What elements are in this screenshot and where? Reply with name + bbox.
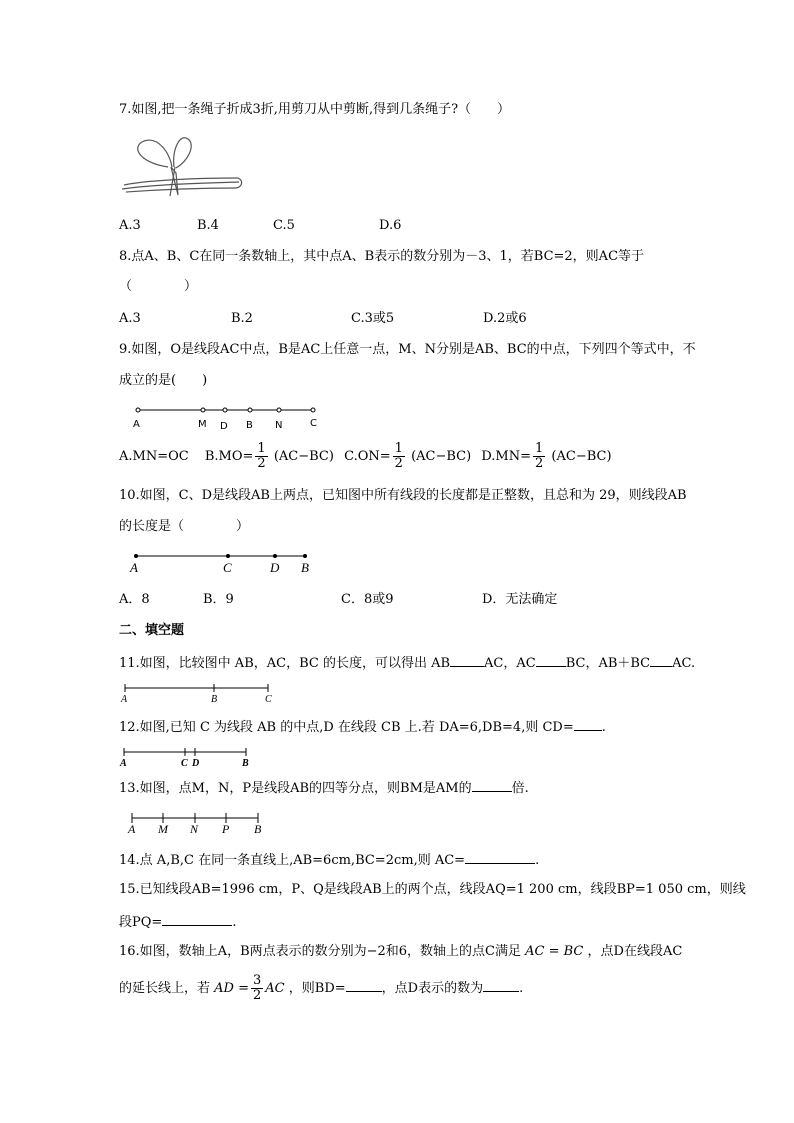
q13-label-m: M bbox=[158, 822, 168, 836]
q13-label-b: B bbox=[254, 822, 262, 836]
q9-stem-line1: 9.如图，O是线段AC中点，B是AC上任意一点，M、N分别是AB、BC的中点，下列四个等式中，不 bbox=[119, 342, 696, 357]
q8-stem: 8.点A、B、C在同一条数轴上，其中点A、B表示的数分别为－3、1，若BC=2，则AC等于 bbox=[119, 249, 645, 264]
q9-label-m: M bbox=[198, 419, 207, 430]
q9-option-a[interactable]: A.MN=OC bbox=[119, 449, 189, 464]
q12-segment-figure bbox=[120, 748, 260, 770]
rope-scissors-figure bbox=[118, 133, 243, 198]
q11-label-c: C bbox=[265, 694, 272, 705]
q11-stem: 11.如图，比较图中 AB，AC，BC 的长度，可以得出 AB AC，AC BC，AB＋BC AC. bbox=[119, 656, 696, 671]
q7-option-b[interactable]: B.4 bbox=[197, 218, 219, 233]
q16-stem-line2: 的延长线上，若 AD = $\frac{3}{2}$ AC ，则BD= ，点D表示的数为 . bbox=[119, 973, 524, 1003]
q14-stem: 14.点 A,B,C 在同一条直线上,AB=6cm,BC=2cm,则 AC= . bbox=[119, 853, 540, 868]
q11-blank-3[interactable] bbox=[650, 654, 672, 667]
section-title: 二、填空题 bbox=[119, 623, 185, 638]
q12-label-d: D bbox=[192, 758, 200, 769]
q10-label-a: A bbox=[130, 560, 138, 575]
q12-label-a: A bbox=[120, 758, 127, 769]
q8-option-c[interactable]: C.3或5 bbox=[351, 311, 395, 326]
q9-option-b[interactable]: B.MO= $\frac{1}{2}$ (AC−BC) bbox=[204, 441, 334, 471]
q9-option-d[interactable]: D.MN= $\frac{1}{2}$ (AC−BC) bbox=[481, 441, 612, 471]
q13-label-a: A bbox=[128, 822, 136, 836]
q7-option-a[interactable]: A.3 bbox=[119, 218, 141, 233]
q7-option-c[interactable]: C.5 bbox=[273, 218, 295, 233]
q14-blank[interactable] bbox=[465, 851, 535, 864]
q10-option-c[interactable]: C．8或9 bbox=[341, 592, 394, 607]
q9-label-b: B bbox=[246, 420, 253, 431]
q8-option-d[interactable]: D.2或6 bbox=[483, 311, 527, 326]
q16-equation-ac-bc: AC = BC bbox=[525, 944, 584, 959]
q10-option-d[interactable]: D．无法确定 bbox=[482, 592, 558, 607]
q10-option-a[interactable]: A．8 bbox=[119, 592, 150, 607]
q13-blank[interactable] bbox=[472, 779, 512, 792]
q9-options bbox=[119, 440, 612, 474]
q15-blank[interactable] bbox=[162, 913, 232, 926]
q10-stem-line2: 的长度是（ ） bbox=[119, 519, 250, 534]
q12-label-b: B bbox=[242, 758, 249, 769]
q13-segment-figure bbox=[126, 812, 276, 836]
q9-label-c: C bbox=[310, 418, 317, 429]
q9-option-c[interactable]: C.ON= $\frac{1}{2}$ (AC−BC) bbox=[344, 441, 472, 471]
q7-option-d[interactable]: D.6 bbox=[379, 218, 402, 233]
q15-stem-line2: 段PQ= . bbox=[119, 915, 237, 930]
q11-blank-2[interactable] bbox=[536, 654, 566, 667]
q9-stem-line2: 成立的是( ) bbox=[119, 373, 208, 388]
q11-label-a: A bbox=[121, 694, 128, 705]
q10-label-b: B bbox=[301, 560, 309, 575]
q8-option-a[interactable]: A.3 bbox=[119, 311, 141, 326]
q16-blank-d-value[interactable] bbox=[483, 979, 519, 992]
q13-stem: 13.如图，点M，N，P是线段AB的四等分点，则BM是AM的 倍. bbox=[119, 781, 529, 796]
q9-segment-figure bbox=[128, 402, 328, 432]
q8-option-b[interactable]: B.2 bbox=[231, 311, 253, 326]
q10-segment-figure bbox=[128, 550, 328, 578]
q11-segment-figure bbox=[120, 684, 290, 706]
q10-stem-line1: 10.如图，C、D是线段AB上两点，已知图中所有线段的长度都是正整数，且总和为 29，则线段AB bbox=[119, 488, 687, 503]
q13-label-p: P bbox=[222, 822, 230, 836]
q9-label-d: D bbox=[220, 421, 228, 432]
q9-label-n: N bbox=[275, 420, 283, 431]
q12-label-c: C bbox=[181, 758, 188, 769]
q12-stem: 12.如图,已知 C 为线段 AB 的中点,D 在线段 CB 上.若 DA=6,DB=4,则 CD= . bbox=[119, 720, 606, 735]
q10-label-d: D bbox=[270, 560, 280, 575]
q10-option-b[interactable]: B．9 bbox=[203, 592, 234, 607]
q16-blank-bd[interactable] bbox=[346, 979, 382, 992]
q15-stem-line1: 15.已知线段AB=1996 cm，P、Q是线段AB上的两个点，线段AQ=1 200 cm，线段BP=1 050 cm，则线 bbox=[119, 882, 746, 897]
q11-blank-1[interactable] bbox=[450, 654, 484, 667]
q10-label-c: C bbox=[223, 560, 232, 575]
q8-answer-paren: （ ） bbox=[119, 279, 198, 294]
q11-label-b: B bbox=[211, 694, 218, 705]
q13-label-n: N bbox=[190, 822, 199, 836]
q16-stem-line1: 16.如图，数轴上A，B两点表示的数分别为−2和6，数轴上的点C满足 AC = BC ，点D在线段AC bbox=[119, 944, 683, 959]
q7-stem: 7.如图,把一条绳子折成3折,用剪刀从中剪断,得到几条绳子?（ ） bbox=[119, 102, 511, 117]
q9-label-a: A bbox=[133, 419, 140, 430]
q12-blank[interactable] bbox=[574, 718, 602, 731]
